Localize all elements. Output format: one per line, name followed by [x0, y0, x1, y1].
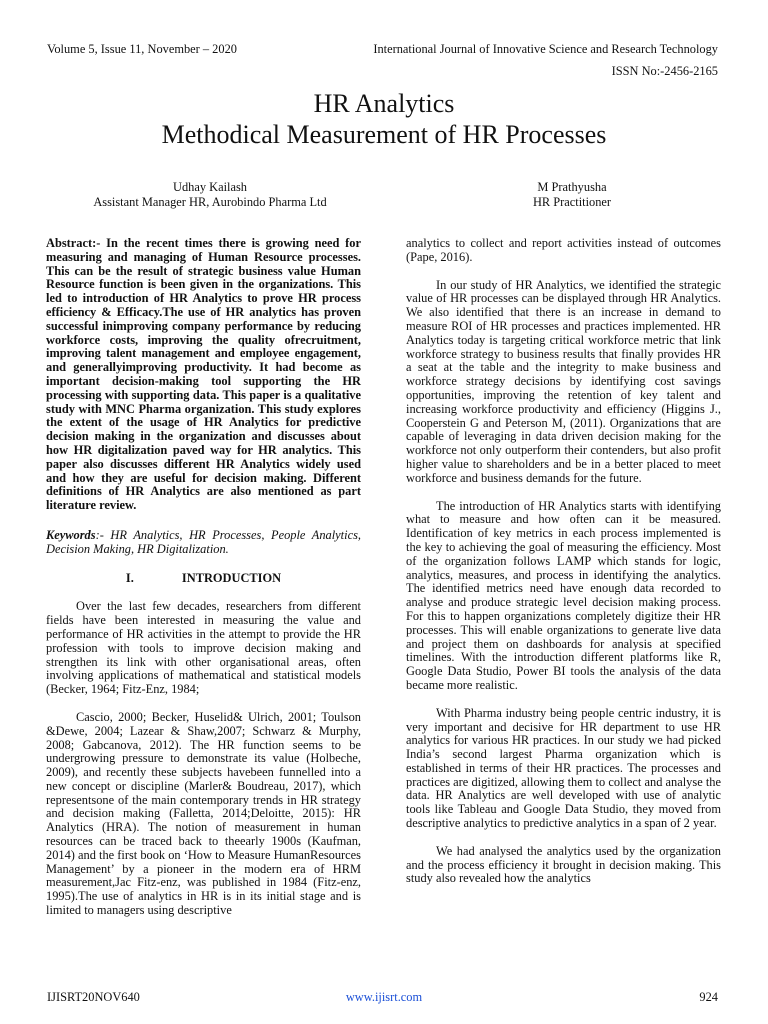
paragraph: Cascio, 2000; Becker, Huselid& Ulrich, 2001; Toulson &Dewe, 2004; Lazear & Shaw,2007; Schwarz & Murphy, 2008; Gabcanova, 2012). The HR function seems to be undergrowing pressure to demonstrate its value (Holbeche, 2009), and recently these subjects havebeen funnelled into a new concept or discipline (Marler& Boudreau, 2017), which representsone of the main contemporary trends in HR strategy and decision making (Falletta, 2014;Deloitte, 2015): HR Analytics (HRA). The notion of measurement in human resources can be traced back to theearly 1900s (Kaufman, 2014) and the first book on ‘How to Measure HumanResources Management’ by a pioneer in the modern era of HRM measurement,Jac Fitz-enz, was published in 1984 (Fitz-enz, 1995).The use of analytics in HR is in its initial stage and is limited to managers using descriptive	[46, 709, 361, 918]
left-column	[46, 237, 361, 918]
volume-info: Volume 5, Issue 11, November – 2020	[47, 42, 237, 56]
paragraph: Over the last few decades, researchers from different fields have been interested in measuring the value and performance of HR activities in the attempt to provide the HR profession with tools to improve decision making and strengthen its link with other organisational areas, often involving applications of mathematical and statistical models (Becker, 1964; Fitz-Enz, 1984;	[46, 599, 361, 697]
paragraph: With Pharma industry being people centric industry, it is very important and decisive for HR department to use HR analytics for various HR practices. In our study we had picked India’s second largest Pharma organization which is established in terms of their HR practices. The processes and practices are digitized, allowing them to collect and analyse the data. HR Analytics are well developed with use of analytic tools like Tableau and Google Data Studio, they moved from descriptive analytics to predictive analytics in a span of 2 year.	[406, 705, 721, 831]
author-name: M Prathyusha	[537, 180, 607, 194]
paragraph: analytics to collect and report activities instead of outcomes (Pape, 2016).	[406, 236, 721, 264]
author-affiliation: HR Practitioner	[532, 195, 612, 209]
author-affiliation: Assistant Manager HR, Aurobindo Pharma Ltd	[93, 195, 327, 209]
author-1	[60, 180, 360, 210]
keywords-label: Keywords	[46, 527, 96, 542]
page-number: 924	[699, 990, 718, 1004]
section-title: INTRODUCTION	[181, 570, 282, 585]
author-name: Udhay Kailash	[173, 180, 247, 194]
keywords	[46, 529, 361, 557]
right-column	[406, 237, 721, 886]
keywords-text: :- HR Analytics, HR Processes, People Analytics, Decision Making, HR Digitalization.	[46, 527, 361, 556]
abstract: Abstract:- In the recent times there is growing need for measuring and managing of Human Resource processes. This can be the result of strategic business value Human Resource function is been given in the organizations. This led to introduction of HR Analytics to prove HR process efficiency & Efficacy.The use of HR analytics has proven successful inimproving company performance by reducing workforce costs, improving the quality ofrecruitment, improving talent management and employee engagement, and generallyimproving productivity. It had become as important decision-making tool supporting the HR processing with supporting data. This paper is a qualitative study with MNC Pharma organization. This study explores the extent of the usage of HR Analytics for predictive decision making in the organization and discusses about how HR digitalization paved way for HR analytics. This paper also discusses different HR Analytics widely used and how they are useful for decision making. Different definitions of HR Analytics are also mentioned as part literature review.	[46, 236, 361, 513]
title-line-2: Methodical Measurement of HR Processes	[161, 120, 607, 149]
issn: ISSN No:-2456-2165	[611, 64, 718, 78]
author-2	[422, 180, 722, 210]
paper-title	[0, 88, 768, 150]
section-heading	[46, 572, 361, 586]
paragraph: In our study of HR Analytics, we identified the strategic value of HR processes can be displayed through HR Analytics. We also identified that there is an increase in demand to measure ROI of HR processes and practices implemented. HR Analytics today is targeting critical workforce metric that link workforce strategy to business results that finally provides HR a seat at the table and the integrity to make business and workforce strategy decisions by identifying cost savings opportunities, improving the retention of key talent and increasing workforce productivity and efficiency (Higgins J., Cooperstein G and Peterson M, (2011). Organizations that are capable of leveraging in data driven decision making for the workforce not only outperform their contenders, but also profit higher value to shareholders and be in a better placed to meet workforce and business demands for the future.	[406, 277, 721, 485]
paragraph: We had analysed the analytics used by the organization and the process efficiency it brought in decision making. This study also revealed how the analytics	[406, 843, 721, 886]
title-line-1: HR Analytics	[313, 89, 455, 118]
journal-name: International Journal of Innovative Science and Research Technology	[373, 42, 718, 56]
paragraph: The introduction of HR Analytics starts with identifying what to measure and how often can it be measured. Identification of key metrics in each process implemented is the key to achieving the goal of measuring the efficiency. Most of the organization follows LAMP which stands for logic, analytics, measures, and process in identifying the analytics. The identified metrics need have enough data recorded to analyse and produce strategic level decision making process. For this to happen organizations completely digitize their HR processes. This will enable organizations to generate live data and project them on dashboards for analysis at specified timelines. With the introduction different platforms like R, Google Data Studio, Power BI tools the analysis of the data became more realistic.	[406, 498, 721, 692]
footer-id: IJISRT20NOV640	[47, 990, 140, 1004]
footer-url-link[interactable]: www.ijisrt.com	[345, 990, 423, 1004]
section-number: I.	[125, 570, 134, 585]
